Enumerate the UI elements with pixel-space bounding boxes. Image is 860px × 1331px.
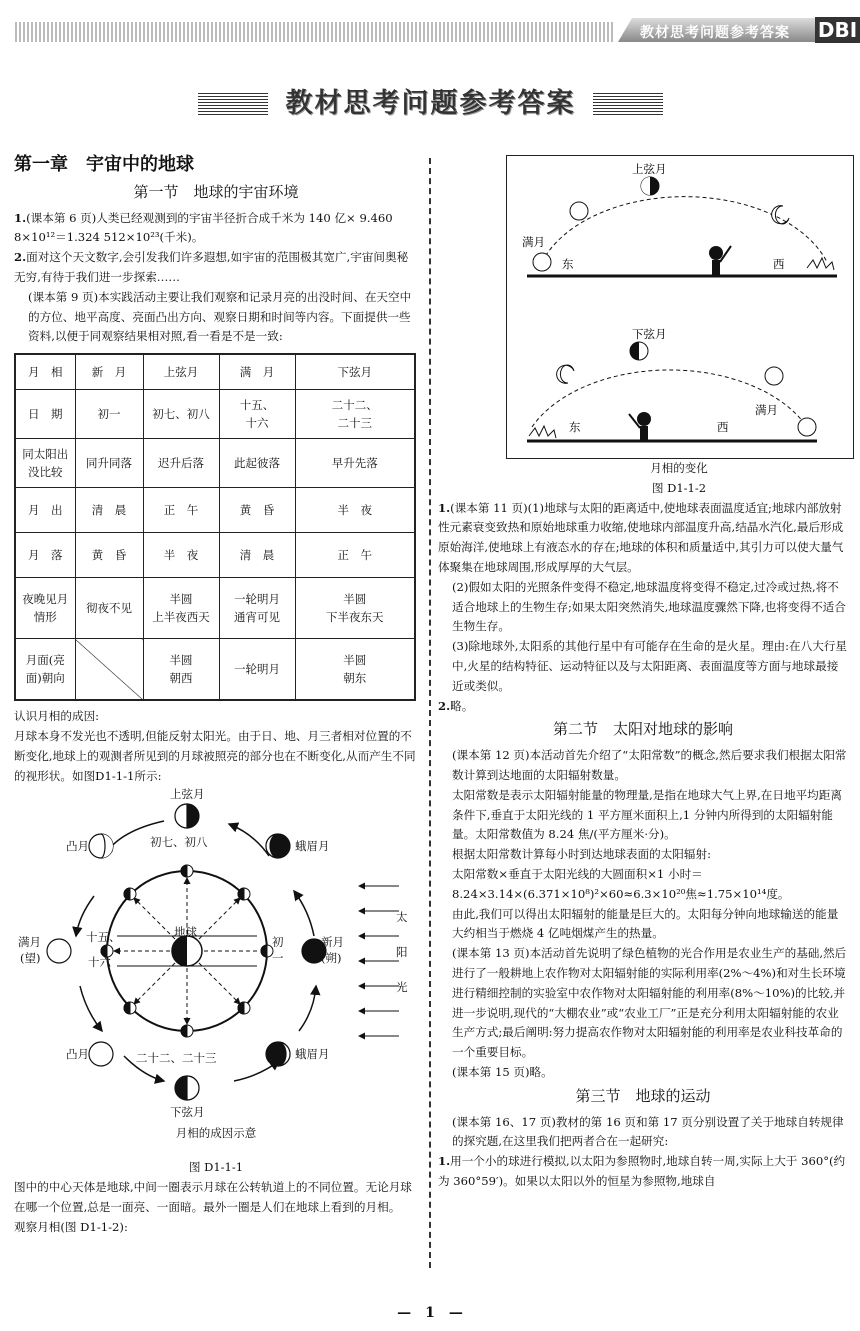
paragraph: 2.略。: [438, 698, 474, 713]
paragraph: (课本第 16、17 页)教材的第 16 页和第 17 页分别设置了关于地球自转规律的探究题,在这里我们把两者合在一起研究:: [452, 1114, 844, 1149]
label-first-quarter: 上弦月: [170, 787, 205, 802]
label-new-moon-shuo: (朔): [321, 951, 342, 966]
east-label-2: 东: [569, 420, 581, 434]
table-cell: 十五、 十六: [219, 390, 295, 439]
east-label: 东: [562, 257, 574, 271]
row-header-cell: 月 出: [15, 488, 75, 533]
paragraph: 月球本身不发光也不透明,但能反射太阳光。由于日、地、月三者相对位置的不断变化,地球上的观测者所见到的月球被照亮的部分也在不断变化,从而产生不同的视形状。如图D1-1-1所示:: [14, 728, 416, 783]
title-banner: [198, 85, 663, 123]
column-divider: [429, 158, 431, 1268]
page-number: — 1 —: [397, 1305, 463, 1321]
label-crescent-top: 蛾眉月: [295, 839, 330, 854]
figure-moon-phase-cause: [14, 786, 418, 1126]
label-full-moon: 满月: [18, 935, 41, 950]
table-cell: 二十二、 二十三: [295, 390, 415, 439]
paragraph: (课本第 9 页)本实践活动主要让我们观察和记录月亮的出没时间、在天空中的方位、地平高度、亮面凸出方向、观察日期和时间等内容。下面提供一些资料,以便于同观察结果相对照,看一看是不是一致:: [28, 289, 412, 344]
label-full-date-1: 十五、: [86, 930, 121, 945]
table-cell: 半圆 下半夜东天: [295, 578, 415, 639]
row-header-cell: 月面(亮面)朝向: [15, 639, 75, 701]
paragraph: 太阳常数×垂直于太阳光线的大圆面积×1 小时＝: [452, 866, 703, 881]
figure-moon-changes: [506, 155, 854, 459]
paragraph: 1.用一个小的球进行模拟,以太阳为参照物时,地球自转一周,实际上大于 360°(约为 360°59′)。如果以太阳以外的恒星为参照物,地球自: [438, 1154, 846, 1188]
row-header-cell: 日 期: [15, 390, 75, 439]
table-cell: 清 晨: [219, 533, 295, 578]
section-title-1: 第一节 地球的宇宙环境: [133, 182, 299, 201]
table-cell: 半圆 朝东: [295, 639, 415, 701]
table-row: [15, 639, 415, 701]
section-title-2: 第二节 太阳对地球的影响: [552, 720, 733, 739]
paragraph: (2)假如太阳的光照条件变得不稳定,地球温度将变得不稳定,过冷或过热,将不适合地球上的生物生存;如果太阳突然消失,地球温度骤然下降,也将变得不适合生物生存。: [452, 579, 846, 634]
table-cell: 半圆 上半夜西天: [143, 578, 219, 639]
row-header-cell: 月 落: [15, 533, 75, 578]
moon-phase-diagram: [14, 786, 418, 1126]
label-earth: 地球: [174, 925, 197, 940]
paragraph: (课本第 13 页)本活动首先说明了绿色植物的光合作用是农业生产的基础,然后进行了一般耕地上农作物对太阳辐射能的实际利用率(2%～4%)和对生长环境进行精细控制的实验室中农作物对太阳辐射能的利用率(8%～10%)的比较,并进一步说明,现代的“大棚农业”或“农业工厂”正是充分利用太阳辐射能的农业生产方式;最后阐明:努力提高农作物对太阳辐射能的利用率是农业科技革命的一个重要目标。: [452, 946, 847, 1060]
fig2-caption-title: 月相的变化: [650, 461, 708, 475]
table-row: [15, 533, 415, 578]
table-row: [15, 439, 415, 488]
west-label: 西: [773, 257, 785, 271]
table-cell: [75, 639, 143, 701]
table-cell: 正 午: [295, 533, 415, 578]
full-label: 满月: [522, 235, 545, 249]
table-cell: 同升同落: [75, 439, 143, 488]
west-label-2: 西: [717, 420, 729, 434]
full-label-2: 满月: [755, 403, 778, 417]
table-row: [15, 354, 415, 390]
fig1-caption: 图 D1-1-1: [188, 1160, 244, 1175]
table-cell: 黄 昏: [219, 488, 295, 533]
table-cell: 下弦月: [295, 354, 415, 390]
label-crescent-bottom: 蛾眉月: [295, 1047, 330, 1062]
paragraph: 根据太阳常数计算每小时到达地球表面的太阳辐射:: [452, 847, 711, 862]
table-cell: 上弦月: [143, 354, 219, 390]
table-cell: 满 月: [219, 354, 295, 390]
table-cell: 此起彼落: [219, 439, 295, 488]
fig1-caption-title: 月相的成因示意: [175, 1126, 257, 1141]
paragraph: 观察月相(图 D1-1-2):: [14, 1219, 128, 1234]
label-sun-2: 阳: [396, 945, 408, 960]
label-sun-1: 太: [396, 910, 408, 925]
table-cell: 初七、初八: [143, 390, 219, 439]
table-cell: 半 夜: [295, 488, 415, 533]
table-cell: 半 夜: [143, 533, 219, 578]
paragraph: 由此,我们可以得出太阳辐射的能量是巨大的。太阳每分钟向地球输送的能量大约相当于燃烧 4 亿吨烟煤产生的热量。: [452, 906, 839, 941]
table-row: [15, 390, 415, 439]
paragraph: 认识月相的成因:: [14, 709, 100, 724]
table-cell: 彻夜不见: [75, 578, 143, 639]
label-sun-3: 光: [396, 980, 408, 995]
running-title: 教材思考问题参考答案: [640, 25, 790, 41]
label-full-moon-wang: (望): [20, 951, 41, 966]
paragraph: 2.面对这个天文数字,会引发我们许多遐想,如宇宙的范围极其宽广,宇宙间奥秘无穷,有待于我们进一步探索……: [14, 250, 409, 284]
banner-title: 教材思考问题参考答案: [268, 85, 593, 123]
paragraph: (课本第 15 页)略。: [452, 1064, 553, 1079]
page-header: [0, 0, 860, 46]
table-cell: 黄 昏: [75, 533, 143, 578]
label-gibbous-top: 凸月: [66, 839, 89, 854]
left-column: [14, 155, 418, 1237]
table-cell: 清 晨: [75, 488, 143, 533]
section-title-3: 第三节 地球的运动: [575, 1086, 711, 1105]
paragraph: (课本第 12 页)本活动首先介绍了“太阳常数”的概念,然后要求我们根据太阳常数计算到达地面的太阳辐射数量。: [452, 748, 847, 782]
table-cell: 一轮明月: [219, 639, 295, 701]
moon-change-diagram: [507, 156, 853, 458]
sunlight-arrows: [359, 886, 399, 1036]
row-header-cell: 夜晚见月情形: [15, 578, 75, 639]
row-header-cell: 同太阳出没比较: [15, 439, 75, 488]
paragraph: (3)除地球外,太阳系的其他行星中有可能存在生命的是火星。理由:在八大行星中,火星的结构特征、运动特征以及与太阳距离、表面温度等方面与地球最接近或类似。: [452, 639, 848, 693]
paragraph: 太阳常数是表示太阳辐射能量的物理量,是指在地球大气上界,在日地平均距离条件下,垂直于太阳光线的 1 平方厘米面积上,1 分钟内所得到的太阳辐射能量。太阳常数值为 8.24 焦/(平方厘米·分)。: [452, 787, 842, 842]
table-cell: 正 午: [143, 488, 219, 533]
top-label: 上弦月: [632, 162, 667, 176]
paragraph: 图中的中心天体是地球,中间一圈表示月球在公转轨道上的不同位置。无论月球在哪一个位置,总是一面亮、一面暗。最外一圈是人们在地球上看到的月相。: [14, 1179, 412, 1214]
header-stripe: [15, 22, 615, 42]
label-new-date-2: 一: [272, 951, 284, 966]
table-cell: 初一: [75, 390, 143, 439]
chapter-title: 第一章 宇宙中的地球: [14, 154, 194, 175]
fig2-caption: 图 D1-1-2: [651, 480, 707, 495]
table-cell: 迟升后落: [143, 439, 219, 488]
label-full-date-2: 十六: [88, 955, 111, 970]
label-last-quarter: 下弦月: [170, 1105, 205, 1120]
paragraph: 1.(课本第 6 页)人类已经观测到的宇宙半径折合成千米为 140 亿× 9.460 8×10¹²＝1.324 512×10²³(千米)。: [14, 210, 393, 245]
paragraph: 8.24×3.14×(6.371×10⁸)²×60≈6.3×10²⁰焦≈1.75×10¹⁴度。: [452, 886, 790, 901]
table-cell: 半圆 朝西: [143, 639, 219, 701]
moon-phase-table: [14, 353, 416, 701]
table-row: [15, 488, 415, 533]
table-cell: 新 月: [75, 354, 143, 390]
label-first-quarter-date: 初七、初八: [150, 835, 208, 850]
right-column: [438, 155, 848, 1192]
label-last-quarter-date: 二十二、二十三: [136, 1051, 217, 1066]
table-cell: 一轮明月 通宵可见: [219, 578, 295, 639]
row-header-cell: 月 相: [15, 354, 75, 390]
publisher-logo: DBI: [815, 17, 860, 43]
bottom-label: 下弦月: [632, 327, 667, 341]
paragraph: 1.(课本第 11 页)(1)地球与太阳的距离适中,使地球表面温度适宜;地球内部放射性元素衰变致热和原始地球重力收缩,使地球内部温度升高,结晶水汽化,最后形成原始海洋,使地球上有液态水的存在;地球的体积和质量适中,其引力可以使大量气体聚集在地球周围,形成厚厚的大气层。: [438, 500, 844, 574]
table-row: [15, 578, 415, 639]
table-cell: 早升先落: [295, 439, 415, 488]
label-new-moon: 新月: [321, 935, 344, 950]
label-new-date-1: 初: [272, 935, 284, 950]
label-gibbous-bottom: 凸月: [66, 1047, 89, 1062]
